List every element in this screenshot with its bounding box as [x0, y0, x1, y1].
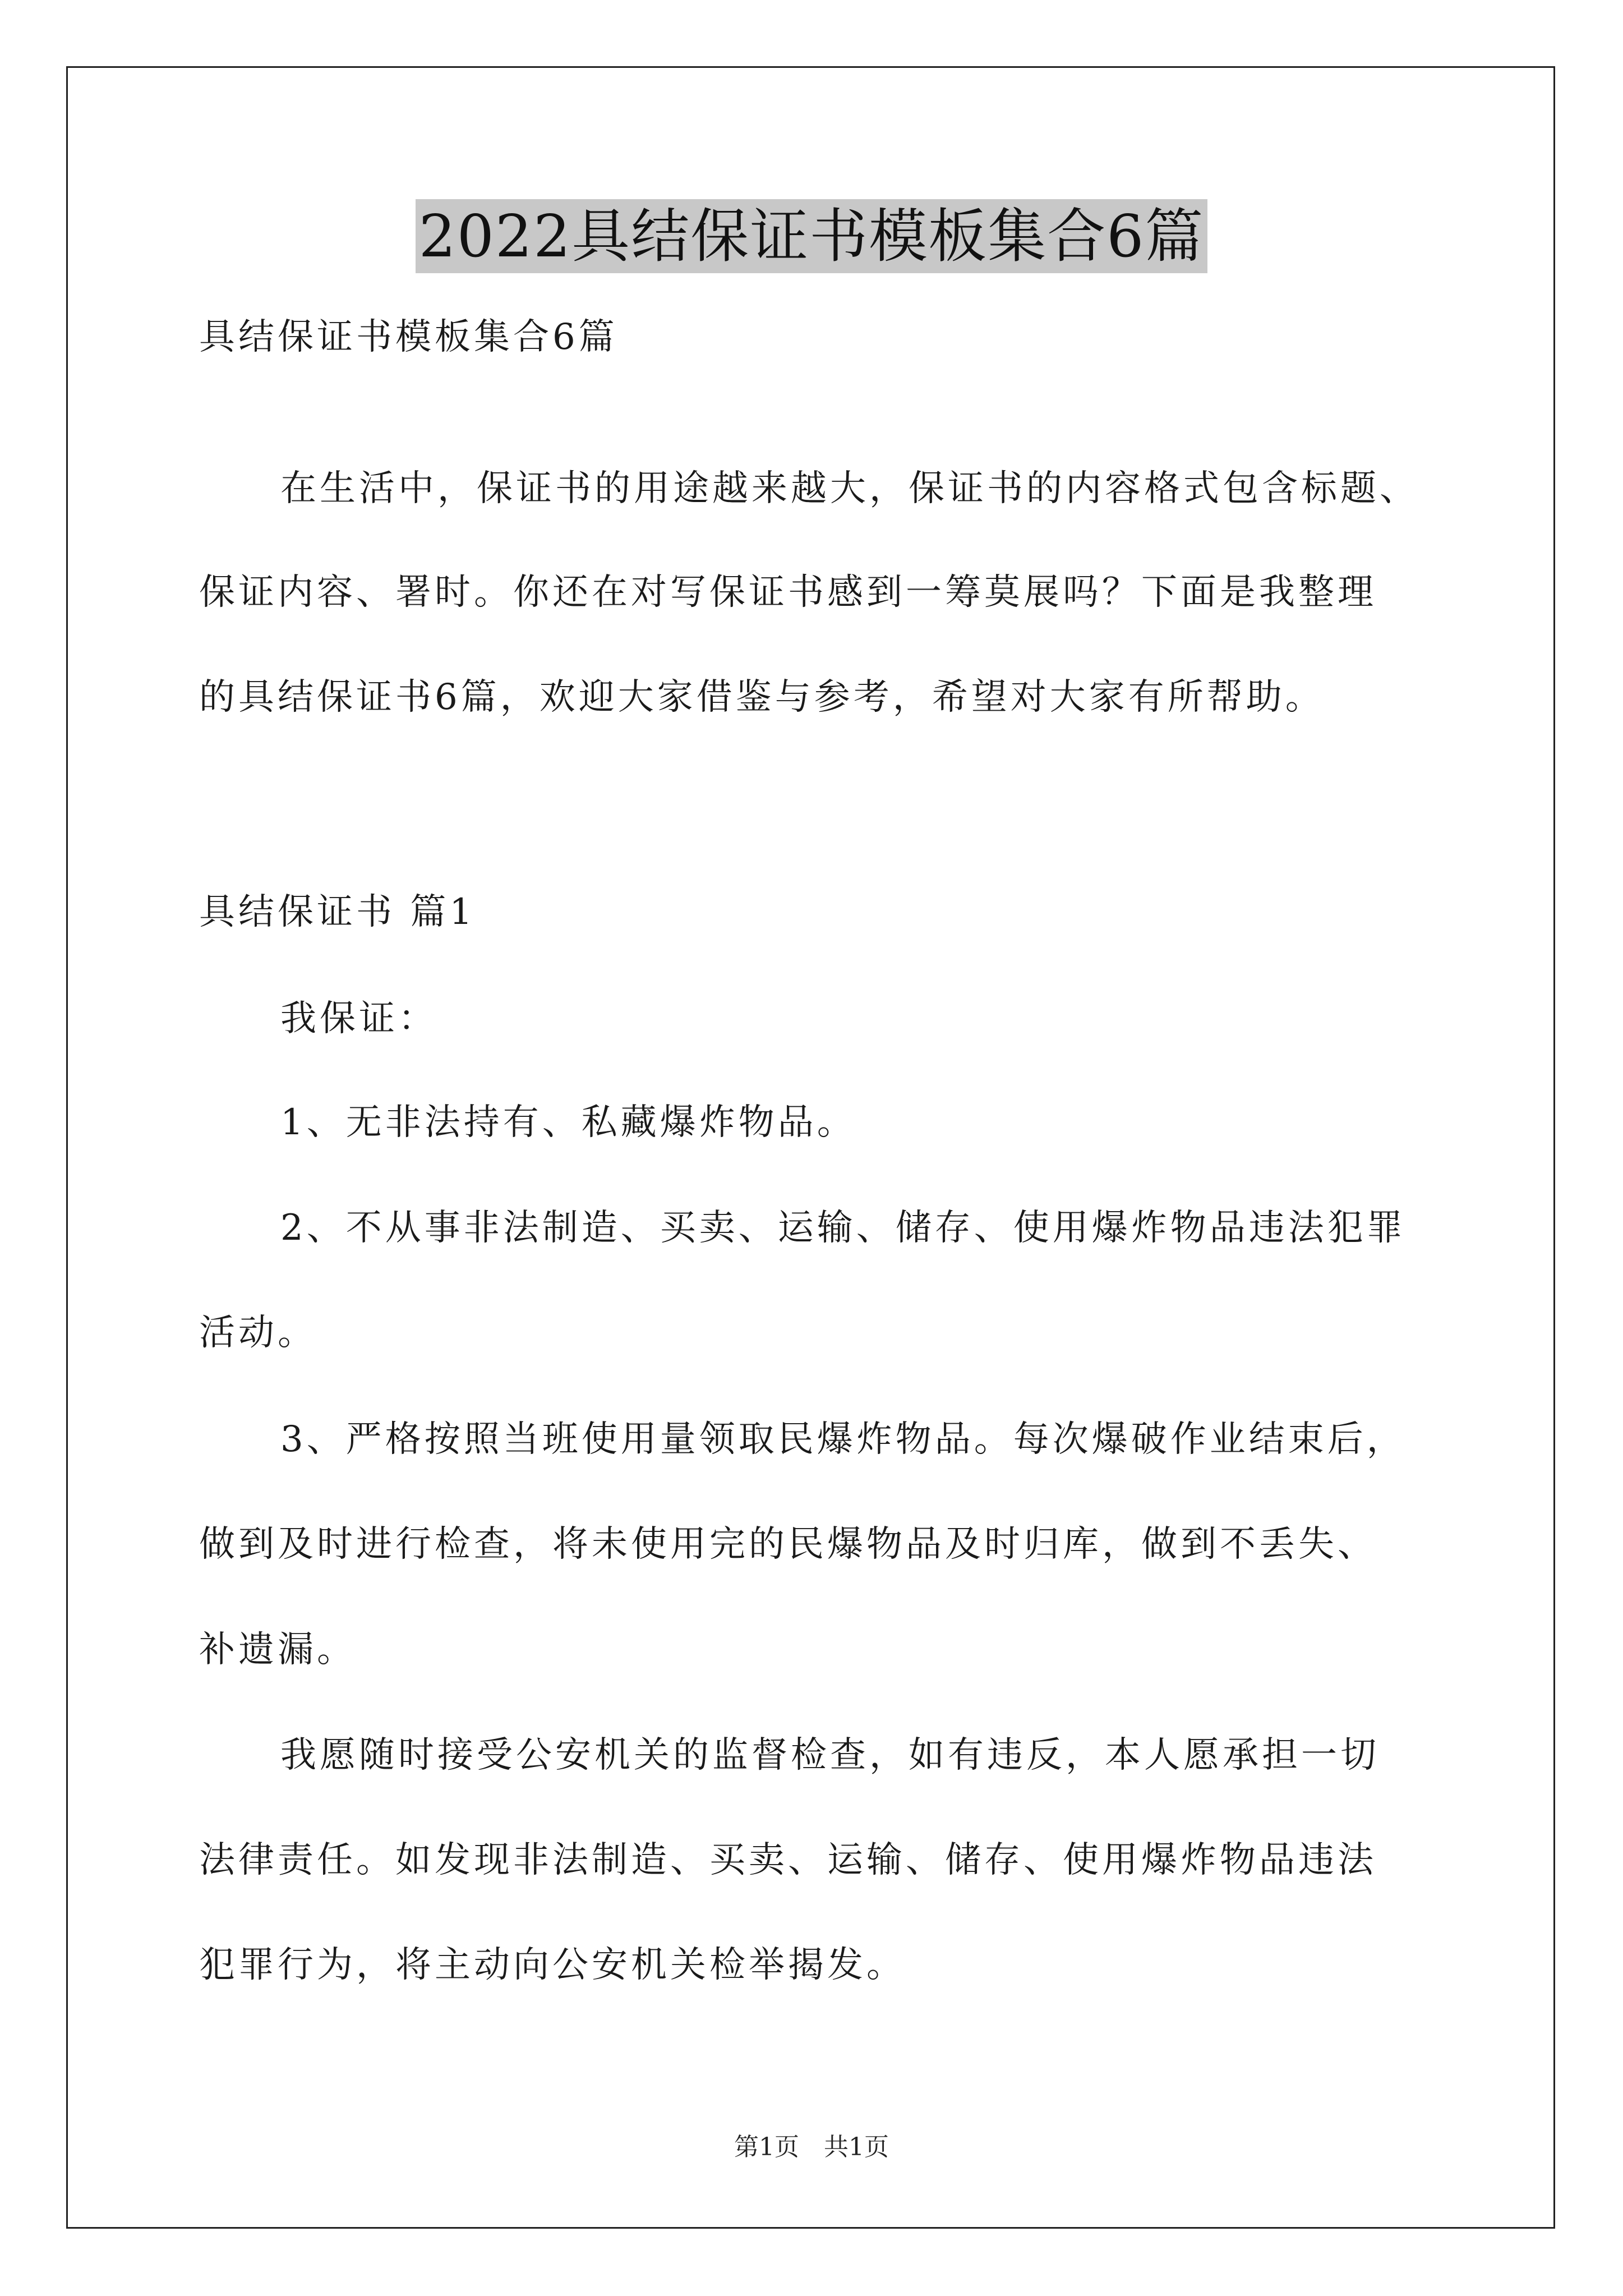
document-title: 2022具结保证书模板集合6篇: [416, 199, 1208, 273]
pledge-item-1: 1、无非法持有、私藏爆炸物品。: [280, 1102, 856, 1143]
document-subtitle: 具结保证书模板集合6篇: [199, 316, 618, 358]
pledge-item-3-line-2: 做到及时进行检查，将未使用完的民爆物品及时归库，做到不丢失、: [199, 1524, 1377, 1565]
closing-line-1: 我愿随时接受公安机关的监督检查，如有违反，本人愿承担一切: [280, 1734, 1380, 1776]
closing-line-3: 犯罪行为，将主动向公安机关检举揭发。: [199, 1944, 906, 1986]
intro-line-1: 在生活中，保证书的用途越来越大，保证书的内容格式包含标题、: [280, 468, 1419, 509]
closing-line-2: 法律责任。如发现非法制造、买卖、运输、储存、使用爆炸物品违法: [199, 1839, 1377, 1881]
page-footer: 第1页 共1页: [734, 2133, 889, 2161]
title-container: [0, 199, 1623, 273]
pledge-item-3-line-1: 3、严格按照当班使用量领取民爆炸物品。每次爆破作业结束后，: [280, 1419, 1406, 1460]
pledge-opening: 我保证：: [280, 998, 437, 1039]
section-heading: 具结保证书 篇1: [199, 891, 476, 933]
intro-line-3: 的具结保证书6篇，欢迎大家借鉴与参考，希望对大家有所帮助。: [199, 677, 1325, 718]
pledge-item-2-line-1: 2、不从事非法制造、买卖、运输、储存、使用爆炸物品违法犯罪: [280, 1207, 1406, 1249]
page-border: [66, 66, 1555, 2229]
intro-line-2: 保证内容、署时。你还在对写保证书感到一筹莫展吗？下面是我整理: [199, 572, 1377, 613]
pledge-item-3-line-3: 补遗漏。: [199, 1629, 356, 1671]
pledge-item-2-line-2: 活动。: [199, 1312, 317, 1354]
